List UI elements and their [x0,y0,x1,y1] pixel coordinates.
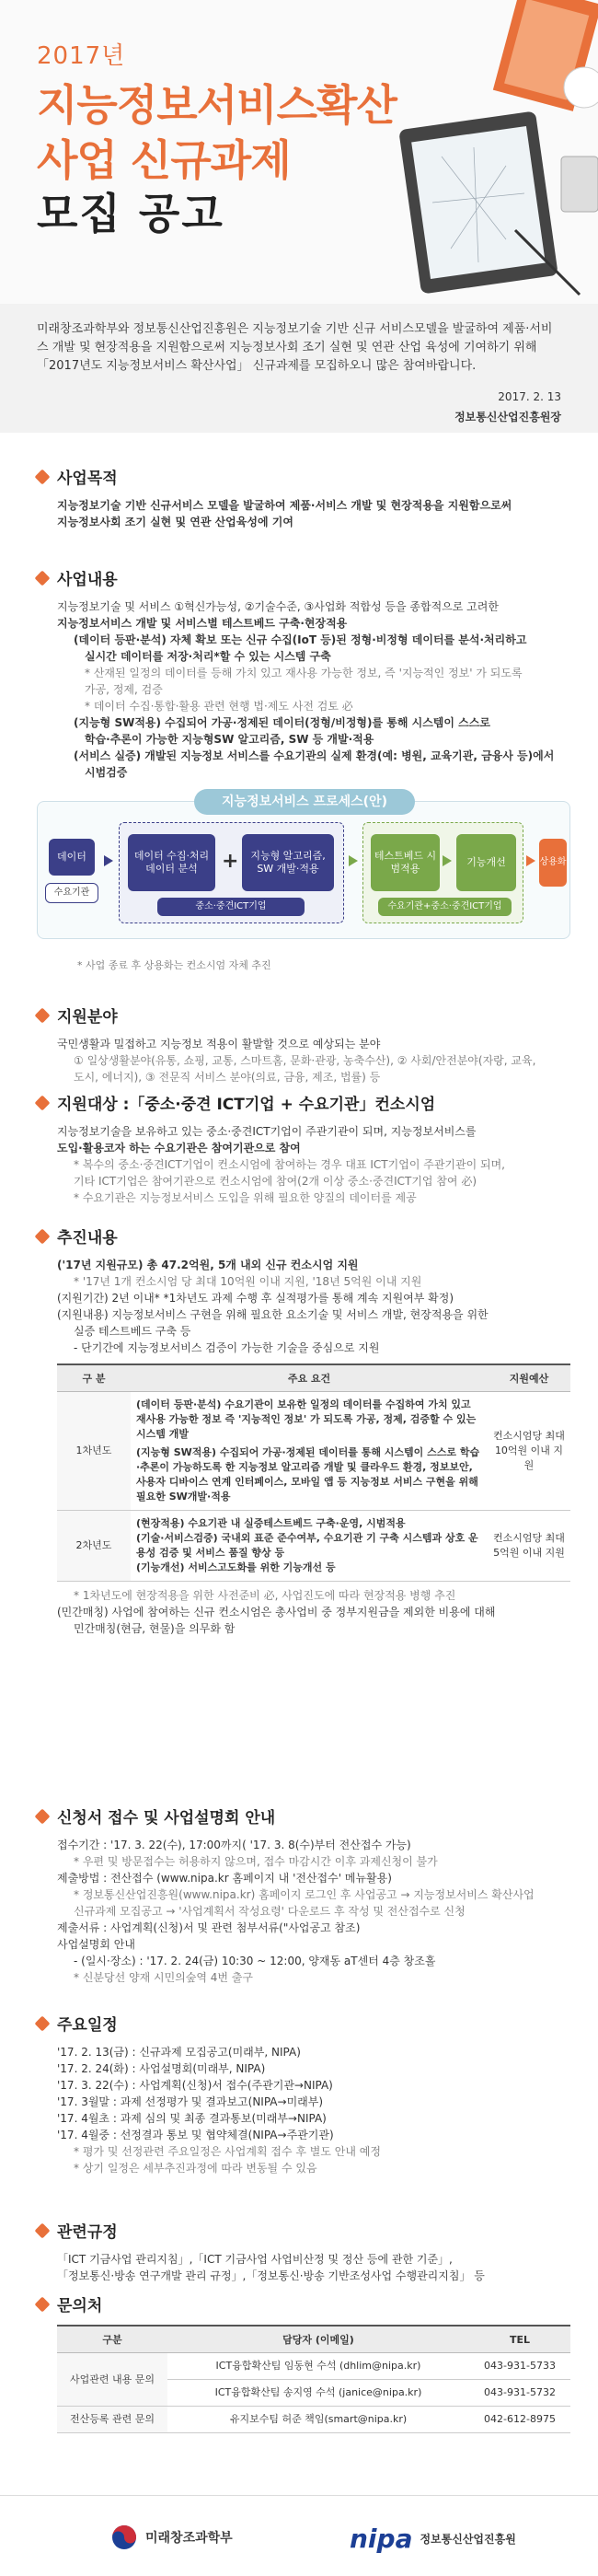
section-content [37,566,570,781]
application-line-4: 사업설명회 안내 [57,1938,135,1951]
details-note-1: * '17년 1개 컨소시엄 당 최대 10억원 이내 지원, '18년 5억원 이내 지원 [74,1275,422,1288]
schedule-item: '17. 2. 24(화) : 사업설명회(미래부, NIPA) [57,2062,266,2075]
details-table [57,1363,570,1582]
section-bullet-icon [35,1808,51,1824]
nipa-mark: nipa [350,2524,413,2554]
table-cell: 2차년도 [57,1511,131,1582]
contact-email[interactable]: 유지보수팀 허준 책임(smart@nipa.kr) [167,2407,469,2433]
taegeuk-icon [110,2524,138,2551]
table-header: 지원예산 [488,1364,570,1392]
process-commercial-box: 상용화 [539,839,567,887]
table-row [57,2353,570,2380]
schedule-item: '17. 4월중 : 선정결과 통보 및 협약체결(NIPA→주관기관) [57,2129,334,2141]
table-header: 구분 [57,2326,167,2353]
content-line-3: (데이터 등판·분석) 자체 확보 또는 신규 수집(IoT 등)된 정형·비정형 데이터를 분석·처리하고 [74,633,527,646]
table-cell-text: (현장적용) 수요기관 내 실증테스트베드 구축·운영, 시범적용 [136,1517,406,1529]
section-contact [37,2292,570,2433]
fields-line-2: ① 일상생활분야(유통, 쇼핑, 교통, 스마트홈, 문화·관광, 농축수산), ② 사회/안전분야(자랑, 교육, [74,1054,536,1067]
arrow-icon [526,855,537,866]
fields-line-1: 국민생활과 밀접하고 지능정보 적용이 활발할 것으로 예상되는 분야 [57,1038,381,1050]
section-bullet-icon [35,1095,51,1110]
table-cell-text: (기능개선) 서비스고도화를 위한 기능개선 등 [136,1561,336,1573]
details-note-2: * 1차년도에 현장적용을 위한 사전준비 必, 사업진도에 따라 현장적용 병행 추진 [74,1589,456,1602]
section-title: 지원대상 :「중소·중견 ICT기업 + 수요기관」컨소시엄 [57,1096,436,1114]
content-line-2: 지능정보서비스 개발 및 서비스별 테스트베드 구축·현장적용 [57,617,348,630]
table-cell: 전산등록 관련 문의 [57,2407,167,2433]
schedule-item: '17. 3. 22(수) : 사업계획(신청)서 접수(주관기관→NIPA) [57,2079,333,2092]
section-bullet-icon [35,1007,51,1023]
plus-icon: + [222,850,239,873]
sme-label: 중소·중견ICT기업 [157,898,305,916]
target-note-2: * 수요기관은 지능정보서비스 도입을 위해 필요한 양질의 데이터를 제공 [74,1191,417,1204]
section-title: 추진내용 [57,1229,118,1247]
target-note-1b: 기타 ICT기업은 참여기관으로 컨소시엄에 참여(2개 이상 중소·중견ICT기업 참여 必) [74,1175,477,1188]
section-bullet-icon [35,570,51,586]
arrow-icon [349,855,360,866]
purpose-line-2: 지능정보사회 조기 실현 및 연관 산업육성에 기여 [57,516,293,528]
contact-email[interactable]: ICT융합확산팀 송지영 수석 (janice@nipa.kr) [167,2380,469,2407]
contact-table [57,2325,570,2433]
content-line-6: 학습·추론이 가능한 지능형SW 알고리즘, SW 등 개발·적용 [85,733,374,746]
table-cell: 컨소시엄당 최대 10억원 이내 지원 [488,1392,570,1511]
intro-org: 정보통신산업진흥원장 [454,411,561,424]
table-cell: 1차년도 [57,1392,131,1511]
intro-text: 미래창조과학부와 정보통신산업진흥원은 지능정보기술 기반 신규 서비스모델을 발굴하여 제품·서비스 개발 및 현장적용을 지원함으로써 지능정보사회 조기 실현 및 연관 산업 육성에 기여하기 위해 「2017년도 지능정보서비스 확산사업」 신규과제를 모집하오니 많은 참여바랍니다. [37,322,553,373]
footer [0,2495,598,2576]
application-note-1: * 우편 및 방문접수는 허용하지 않으며, 접수 마감시간 이후 과제신청이 불가 [74,1855,438,1868]
process-test-box: 테스트베드 시범적용 [371,834,440,891]
section-bullet-icon [35,1228,51,1244]
details-line-5: (민간매칭) 사업에 참여하는 신규 컨소시엄은 총사업비 중 정부지원금을 제외한 비용에 대해 [57,1606,496,1619]
process-algo-box: 지능형 알고리즘, SW 개발·적용 [242,834,334,891]
content-note-1b: 가공, 정제, 검증 [85,683,163,696]
details-line-3b: 실증 테스트베드 구축 등 [74,1325,191,1338]
process-diagram [37,795,570,939]
section-target [37,1091,570,1206]
table-cell: 사업관련 내용 문의 [57,2353,167,2407]
header-title-line2: 사업 신규과제 [37,135,291,185]
coop-label: 수요기관+중소·중견ICT기업 [378,898,512,916]
table-row [57,2407,570,2433]
section-bullet-icon [35,469,51,484]
schedule-note-1: * 평가 및 선정관련 주요일정은 사업계획 접수 후 별도 안내 예정 [74,2145,381,2158]
header-year: 2017년 [37,42,126,70]
msip-logo [110,2524,233,2551]
details-line-5b: 민간매칭(현금, 현물)을 의무화 함 [74,1622,236,1635]
table-row [57,1392,570,1511]
section-title: 주요일정 [57,2016,118,2035]
regulations-line-1: 「ICT 기금사업 관리지침」,「ICT 기금사업 사업비산정 및 정산 등에 관한 기준」, [57,2253,453,2266]
section-title: 사업내용 [57,571,118,589]
section-bullet-icon [35,2296,51,2312]
process-collect-box: 데이터 수집·처리 데이터 분석 [128,834,215,891]
purpose-line-1: 지능정보기술 기반 신규서비스 모델을 발굴하여 제품·서비스 개발 및 현장적용을 지원함으로써 [57,499,512,512]
contact-tel: 043-931-5732 [469,2380,570,2407]
content-line-8: 시범검증 [85,766,128,779]
process-title: 지능정보서비스 프로세스(안) [194,789,415,815]
section-regulations [37,2219,570,2284]
section-title: 관련규정 [57,2223,118,2242]
fields-line-3: 도시, 에너지), ③ 전문직 서비스 분야(의료, 금융, 제조, 법률) 등 [74,1071,381,1084]
table-cell-text: (기술·서비스검증) 국내외 표준 준수여부, 수요기관 기 구축 시스템과 상호 운용성 검증 및 서비스 품질 향상 등 [136,1532,478,1559]
section-details [37,1224,570,1637]
details-line-2: (지원기간) 2년 이내* *1차년도 과제 수행 후 실적평가를 통해 계속 지원여부 확정) [57,1292,454,1305]
content-note-2: * 데이터 수집·통합·활용 관련 현행 법·제도 사전 검토 必 [85,700,353,713]
section-title: 사업목적 [57,470,118,488]
target-line-2: 도입·활용코자 하는 수요기관은 참여기관으로 참여 [57,1142,301,1155]
process-improve-box: 기능개선 [456,834,516,891]
section-application [37,1804,570,1986]
msip-name: 미래창조과학부 [145,2531,233,2546]
application-note-2b: 신규과제 모집공고 → '사업계획서 작성요령' 다운로드 후 작성 및 전산접수로 신청 [74,1905,466,1918]
content-line-1: 지능정보기술 및 서비스 ①혁신가능성, ②기술수준, ③사업화 적합성 등을 종합적으로 고려한 [57,600,499,613]
application-line-3: 제출서류 : 사업계획(신청)서 및 관련 첨부서류("사업공고 참조) [57,1921,361,1934]
table-cell-text: (지능형 SW적용) 수집되어 가공·정제된 데이터를 통해 시스템이 스스로 학습·추론이 가능하도록 한 지능정보 알고리즘 개발 및 클라우드 환경, 정보보안, 사용자 디바이스 연계 인터페이스, 모바일 앱 등 지능정보 서비스 구현을 위해 필요한 SW개발·적용 [136,1446,480,1503]
schedule-note-2: * 상기 일정은 세부추진과정에 따라 변동될 수 있음 [74,2162,317,2175]
target-line-1: 지능정보기술을 보유하고 있는 중소·중견ICT기업이 주관기관이 되며, 지능정보서비스를 [57,1125,477,1138]
process-note: * 사업 종료 후 상용화는 컨소시엄 자체 추진 [77,959,271,971]
content-line-4: 실시간 데이터를 저장·처리*할 수 있는 시스템 구축 [85,650,331,663]
schedule-item: '17. 4월초 : 과제 심의 및 최종 결과통보(미래부→NIPA) [57,2112,327,2125]
arrow-icon [443,855,454,866]
contact-tel: 043-931-5733 [469,2353,570,2380]
section-title: 문의처 [57,2297,103,2315]
nipa-logo [350,2524,516,2554]
desk-illustration-icon [368,0,598,304]
table-header: 구 분 [57,1364,131,1392]
application-line-4b: - (일시·장소) : '17. 2. 24(금) 10:30 ~ 12:00, 양재동 aT센터 4층 창조홀 [74,1955,436,1967]
application-note-3: * 신분당선 양재 시민의숲역 4번 출구 [74,1971,253,1984]
table-header: 담당자 (이메일) [167,2326,469,2353]
content-line-5: (지능형 SW적용) 수집되어 가공·정제된 데이터(정형/비정형)를 통해 시스템이 스스로 [74,716,490,729]
target-note-1: * 복수의 중소·중견ICT기업이 컨소시엄에 참여하는 경우 대표 ICT기업이 주관기관이 되며, [74,1158,505,1171]
header-banner [0,0,598,304]
content-note-1: * 산재된 일정의 데이터를 등해 가치 있고 재사용 가능한 정보, 즉 '지능적인 정보' 가 되도록 [85,667,523,679]
table-cell: 컨소시엄당 최대 5억원 이내 지원 [488,1511,570,1582]
section-title: 신청서 접수 및 사업설명회 안내 [57,1809,276,1828]
section-fields [37,1004,570,1085]
process-demand-label: 수요기관 [45,883,98,903]
header-title-line1: 지능정보서비스확산 [37,80,397,130]
application-line-2: 제출방법 : 전산접수 (www.nipa.kr 홈페이지 내 '전산접수' 메뉴활용) [57,1872,392,1885]
section-title: 지원분야 [57,1008,118,1027]
table-header: 주요 요건 [131,1364,488,1392]
intro-date: 2017. 2. 13 [498,390,561,403]
section-bullet-icon [35,2222,51,2238]
application-line-1: 접수기간 : '17. 3. 22(수), 17:00까지( '17. 3. 8(수)부터 전산접수 가능) [57,1839,411,1851]
details-line-3: (지원내용) 지능정보서비스 구현을 위해 필요한 요소기술 및 서비스 개발, 현장적용을 위한 [57,1308,489,1321]
header-title-line3: 모집 공고 [37,189,224,238]
contact-tel: 042-612-8975 [469,2407,570,2433]
intro-box [0,304,598,433]
table-cell-text: (데이터 등판·분석) 수요기관이 보유한 일정의 데이터를 수집하여 가치 있고 재사용 가능한 정보 즉 '지능적인 정보' 가 되도록 가공, 정제, 검증할 수 있는 시스템 개발 [136,1398,477,1440]
section-purpose [37,465,570,530]
details-line-4: - 단기간에 지능정보서비스 검증이 가능한 기술을 중심으로 지원 [74,1341,380,1354]
nipa-name: 정보통신산업진흥원 [420,2533,516,2546]
section-bullet-icon [35,2015,51,2031]
regulations-line-2: 「정보통신·방송 연구개발 관리 규정」,「정보통신·방송 기반조성사업 수행관리지침」 등 [57,2269,485,2282]
schedule-item: '17. 3월말 : 과제 선정평가 및 결과보고(NIPA→미래부) [57,2095,324,2108]
schedule-item: '17. 2. 13(금) : 신규과제 모집공고(미래부, NIPA) [57,2046,301,2059]
details-line-1: ('17년 지원규모) 총 47.2억원, 5개 내외 신규 컨소시엄 지원 [57,1259,359,1271]
arrow-icon [104,855,115,866]
table-cell [131,1392,488,1511]
process-data-box: 데이터 [49,839,95,876]
content-line-7: (서비스 실증) 개발된 지능정보 서비스를 수요기관의 실제 환경(예: 병원, 교육기관, 금융사 등)에서 [74,749,555,762]
table-header: TEL [469,2326,570,2353]
contact-email[interactable]: ICT융합확산팀 임동현 수석 (dhlim@nipa.kr) [167,2353,469,2380]
table-row [57,1511,570,1582]
application-note-2: * 정보통신산업진흥원(www.nipa.kr) 홈페이지 로그인 후 사업공고 → 지능정보서비스 확산사업 [74,1888,535,1901]
table-cell [131,1511,488,1582]
section-schedule [37,2012,570,2176]
